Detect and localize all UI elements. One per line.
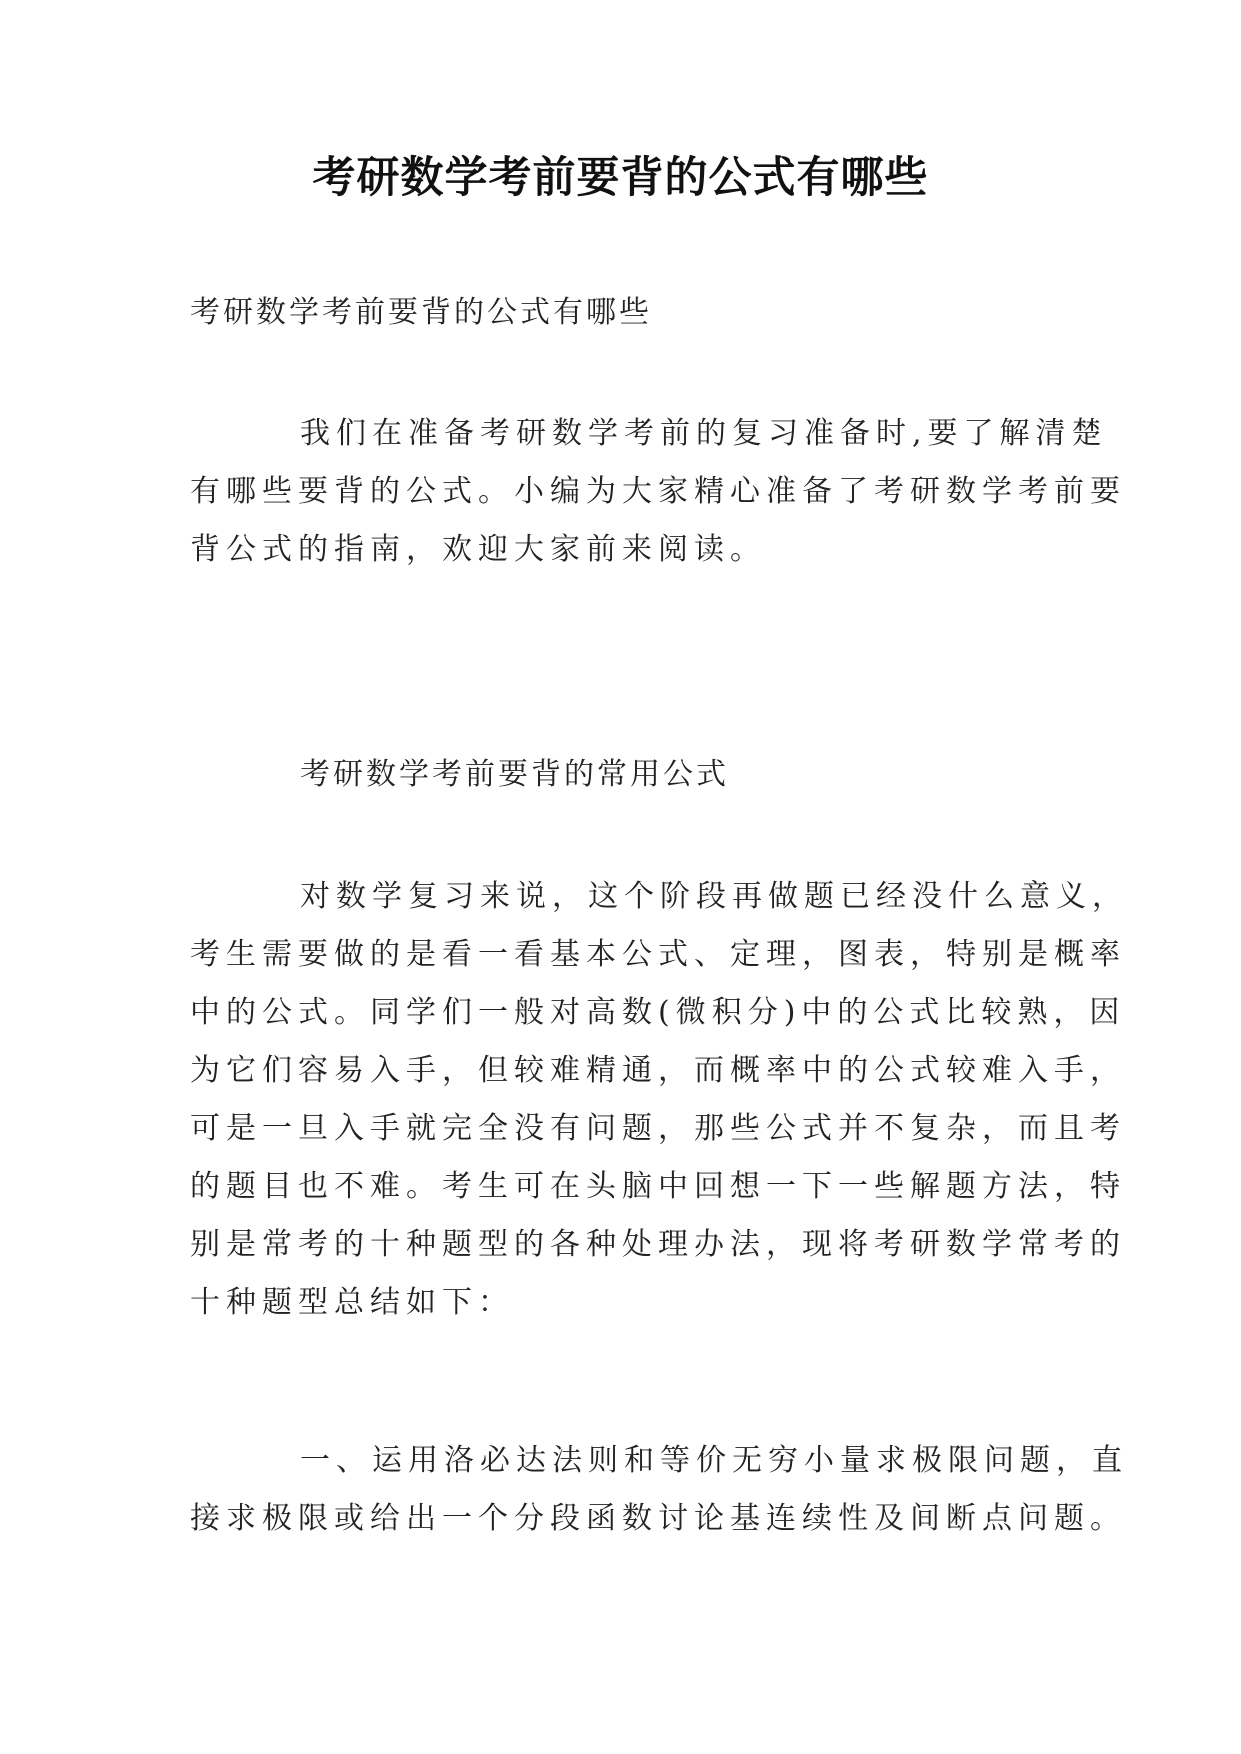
- body-line: 考生需要做的是看一看基本公式、定理，图表，特别是概率: [190, 937, 1126, 972]
- section-heading: 考研数学考前要背的常用公式: [300, 757, 729, 792]
- body-line: 对数学复习来说，这个阶段再做题已经没什么意义，: [300, 879, 1128, 914]
- document-subtitle: 考研数学考前要背的公式有哪些: [190, 295, 652, 330]
- item-line: 一、运用洛必达法则和等价无穷小量求极限问题，直: [300, 1443, 1128, 1478]
- item-paragraph-1: [190, 1432, 1128, 1548]
- body-line: 的题目也不难。考生可在头脑中回想一下一些解题方法，特: [190, 1169, 1126, 1204]
- intro-line: 有哪些要背的公式。小编为大家精心准备了考研数学考前要: [190, 474, 1126, 509]
- body-line: 中的公式。同学们一般对高数(微积分)中的公式比较熟，因: [190, 995, 1126, 1030]
- body-line: 别是常考的十种题型的各种处理办法，现将考研数学常考的: [190, 1227, 1126, 1262]
- document-title: 考研数学考前要背的公式有哪些: [312, 153, 929, 203]
- body-line: 可是一旦入手就完全没有问题，那些公式并不复杂，而且考: [190, 1111, 1126, 1146]
- intro-line: 背公式的指南，欢迎大家前来阅读。: [190, 532, 766, 567]
- item-line: 接求极限或给出一个分段函数讨论基连续性及间断点问题。: [190, 1501, 1126, 1536]
- body-line: 十种题型总结如下：: [190, 1285, 514, 1320]
- intro-paragraph: [190, 405, 1126, 579]
- intro-line: 我们在准备考研数学考前的复习准备时,要了解清楚: [300, 416, 1108, 451]
- body-paragraph: [190, 868, 1128, 1332]
- body-line: 为它们容易入手，但较难精通，而概率中的公式较难入手，: [190, 1053, 1126, 1088]
